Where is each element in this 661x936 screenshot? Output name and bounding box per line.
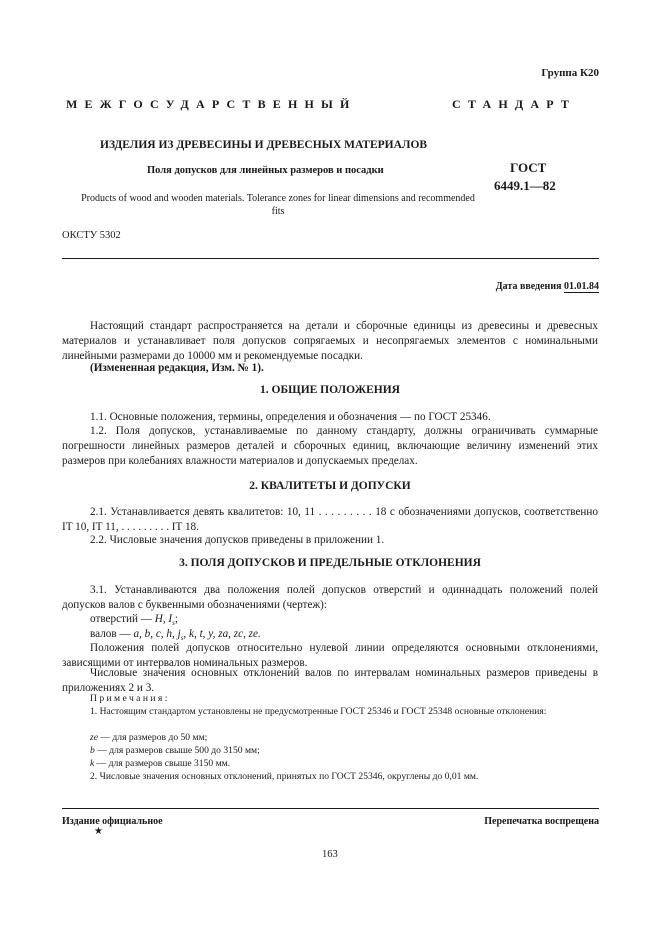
page-number: 163 [322,849,338,860]
note-1-ze-text: — для размеров до 50 мм; [100,732,208,743]
note-1-b-symbol: b [90,745,95,756]
holes-line: отверстий — H, $I_s$; [90,613,178,627]
header-divider [62,258,599,259]
english-title: Products of wood and wooden materials. Tolerance zones for linear dimensions and recommended fits [81,193,475,217]
shafts-values-tail: , k, t, y, za, zc, ze. [183,628,261,640]
holes-values: H, I [154,613,173,625]
section-3-p1: 3.1. Устанавливаются два положения полей допусков отверстий и одиннадцать положений полей допусков валов с буквенными обозначениями (чертеж): [62,584,598,611]
document-title: ИЗДЕЛИЯ ИЗ ДРЕВЕСИНЫ И ДРЕВЕСНЫХ МАТЕРИАЛОВ [100,139,428,151]
note-1-k-line [90,757,490,770]
notes-label: Примечания: [90,693,170,704]
intro-date-label: Дата введения [495,281,562,292]
group-label: Группа К20 [541,67,599,79]
footer-reprint-prohibited: Перепечатка воспрещена [484,816,599,827]
note-1-b-text: — для размеров свыше 500 до 3150 мм; [97,745,260,756]
shafts-label: валов — [90,628,131,640]
section-2-p2: 2.2. Числовые значения допусков приведены в приложении 1. [90,534,385,546]
note-1-b-line [90,744,490,757]
footer-official-edition: Издание официальное [62,816,163,827]
section-2-heading: 2. КВАЛИТЕТЫ И ДОПУСКИ [249,480,411,492]
section-1-p1: 1.1. Основные положения, термины, определения и обозначения — по ГОСТ 25346. [90,411,491,423]
note-2: 2. Числовые значения основных отклонений, принятых по ГОСТ 25346, округлены до 0,01 мм. [90,771,479,782]
preamble-revision: (Измененная редакция, Изм. № 1). [90,362,264,374]
section-1-p2: 1.2. Поля допусков, устанавливаемые по данному стандарту, должны ограничивать суммарные погрешности линейных размеров деталей и сборочных единиц, включающие величину изменений этих размеров при колебаниях влажности материалов и допускаемых пределах. [62,425,598,467]
gost-number: 6449.1—82 [494,178,556,193]
preamble-text: Настоящий стандарт распространяется на детали и сборочные единицы из древесины и древесных материалов и устанавливает поля допусков сопрягаемых и несопрягаемых элементов с номинальными линейными размерами до 10000 мм и рекомендуемые посадки. [62,320,598,362]
section-3-p2: Положения полей допусков относительно нулевой линии определяются основными отклонениями, зависящими от интервалов номинальных размеров. [62,642,598,669]
note-1-k-text: — для размеров свыше 3150 мм. [96,758,231,769]
oksty-code: ОКСТУ 5302 [62,230,121,241]
shafts-values: a, b, c, h, j [133,628,181,640]
intro-date-value: 01.01.84 [564,281,599,292]
section-3-heading: 3. ПОЛЯ ДОПУСКОВ И ПРЕДЕЛЬНЫЕ ОТКЛОНЕНИЯ [179,557,481,569]
section-1-heading: 1. ОБЩИЕ ПОЛОЖЕНИЯ [260,384,400,396]
standard-type-left: МЕЖГОСУДАРСТВЕННЫЙ [66,97,357,111]
document-subtitle: Поля допусков для линейных размеров и посадки [147,165,384,176]
note-1: 1. Настоящим стандартом установлены не предусмотренные ГОСТ 25346 и ГОСТ 25348 основные отклонения: [90,706,547,717]
holes-label: отверстий — [90,613,152,625]
standard-type-right: СТАНДАРТ [452,97,577,111]
shafts-line: валов — a, b, c, h, $j_s$, k, t, y, za, zc, ze. [90,628,261,642]
star-icon: ★ [94,826,103,837]
note-1-k-symbol: k [90,758,95,769]
section-3-p3: Числовые значения основных отклонений валов по интервалам номинальных размеров приведены в приложениях 2 и 3. [62,667,598,694]
intro-date [496,281,599,292]
section-2-p1: 2.1. Устанавливается девять квалитетов: 10, 11 . . . . . . . . . 18 с обозначениями допусков, соответственно IT 10, IT 11, . . . . . . . . . IT 18. [62,506,598,533]
gost-label: ГОСТ [510,160,547,175]
footer-divider [62,808,599,809]
note-1-ze-line [90,731,490,744]
note-1-ze-symbol: ze [90,732,98,743]
